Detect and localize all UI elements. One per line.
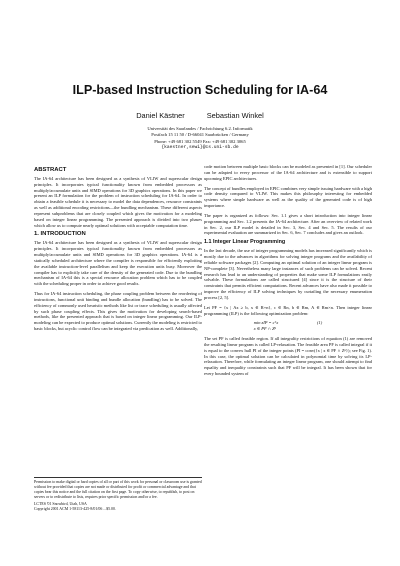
intro-paragraph: The IA-64 architecture has been designed as a synthesis of VLIW and superscalar design principles. It incorporates typical functionality known from embedded processors as multiply/accumulate units and SIMD operations for 3D graphics operations. IA-64 is a statically scheduled architecture where the compiler is responsible for efficiently exploiting the available instruction-level parallelism and keep the execution units busy. Moreover the compiler has to explicitly take care of the density of the generated code. Due to the bundling mechanism of IA-64 this is a special resource allocation problem which has to be coupled with the scheduling proper in order to achieve good results. bbox=[34, 240, 202, 287]
subsection-heading: 1.1 Integer Linear Programming bbox=[204, 239, 286, 246]
affiliation-line: Phone: +49 681 302 5549 Fax: +49 681 302 3065 bbox=[154, 138, 246, 144]
body-paragraph: code motion between multiple basic blocks can be modeled as presented in [1]. Our scheduler can be adapted to every processor of the IA-64 architecture and is extensible to support upcoming EPIC architectures. bbox=[204, 164, 372, 181]
body-paragraph: Let PF = {x | Ax ≥ b, x ∈ R+n}, c ∈ Rn, b ∈ Rm, A ∈ Rm×n. Then integer linear programming (ILP) is the following optimization problem: bbox=[204, 304, 372, 316]
abstract-text: The IA-64 architecture has been designed as a synthesis of VLIW and superscalar design principles. It incorporates typical functionality known from embedded processors as multiply/accumulate units and SIMD operations for 3D graphics operations. In this paper we present an ILP formulation for the problem of instruction scheduling for IA-64. In order to obtain a feasible schedule it is necessary to model the data dependences, resource constraints as well as additional encoding restrictions—the bundling mechanism. These different aspects represent subproblems that are closely coupled which gives the motivation for a modeling based on integer linear programming. The presented approach is divided into two phases which allow us to compute nearly optimal solutions with acceptable computation time. bbox=[34, 175, 202, 228]
paper-title: ILP-based Instruction Scheduling for IA-64 bbox=[72, 83, 328, 97]
author-name: Sebastian Winkel bbox=[206, 111, 264, 120]
footnote-venue: LCTES '01 Snowbird, Utah, USA bbox=[34, 502, 87, 506]
equation-line: x ∈ PF ∩ Zⁿ bbox=[253, 326, 276, 332]
equation-line: min zIP = cᵀx bbox=[253, 320, 279, 326]
intro-heading: 1. INTRODUCTION bbox=[34, 231, 86, 238]
equation-number: (1) bbox=[317, 320, 323, 326]
body-paragraph: The concept of bundles employed in EPIC combines very simple issuing hardware with a high code density compared to VLIW. This makes this philosophy interesting for embedded systems where simple hardware as well as the quality of the generated code is of high importance. bbox=[204, 185, 372, 209]
body-paragraph: The paper is organized as follows: Sec. 1.1 gives a short introduction into integer linear programming and Sec. 1.2 presents the IA-64 architecture. After an overview of related work in Sec. 2, our ILP model is detailed in Sec. 3, Sec. 4 and Sec. 5. The results of our experimental evaluation are summarized in Sec. 6, Sec. 7 concludes and gives an outlook. bbox=[204, 212, 372, 236]
permission-footnote bbox=[34, 477, 202, 512]
right-column bbox=[204, 164, 372, 381]
author-email: {kaestner,sewi}@cs.uni-sb.de bbox=[161, 145, 239, 151]
footnote-permission: Permission to make digital or hard copies of all or part of this work for personal or classroom use is granted without fee provided that copies are not made or distributed for profit or commercial advantage and that copies bear this notice and the full citation on the first page. To copy otherwise, to republish, to post on servers or to redistribute to lists, requires prior specific permission and/or a fee. bbox=[34, 480, 202, 499]
footnote-copyright: Copyright 2001 ACM 1-58113-425-8/01/06 ...$5.00. bbox=[34, 507, 116, 511]
equation-block bbox=[204, 320, 372, 332]
affiliation-block bbox=[0, 126, 400, 152]
intro-paragraph: Thus for IA-64 instruction scheduling, the phase coupling problem between the reordering of instructions, functional unit binding and bundle allocation (bundling) has to be solved. The efficiency of commonly used heuristic methods like list or trace scheduling is usually affected by such phase coupling effects. This gives the motivation for developing search-based methods, like the presented approach that is based on integer linear programming. Our ILP-modeling can be expected to produce optimal solutions. Currently the modeling is restricted to basic blocks, but acyclic control flow can be integrated via predication as well. Additionally, bbox=[34, 291, 202, 332]
author-name: Daniel Kästner bbox=[136, 111, 185, 120]
affiliation-line: Postfach 15 11 50 / D-66041 Saarbrücken / Germany bbox=[151, 132, 249, 138]
body-paragraph: The set PF is called feasible region. If all integrality restrictions of equation (1) are removed the resulting linear program is called LP-relaxation. The feasible area PF is called integral if it is equal to the convex hull PI of the integer points (PI = conv({x | x ∈ PF ∩ Zⁿ}); see Fig. 1). In this case, the optimal solution can be calculated in polynomial time by solving its LP-relaxation. Therefore, while formulating an integer linear program, one should attempt to find equality and inequality constraints such that PF will be integral. It has been shown that for every bounded system of bbox=[204, 336, 372, 377]
abstract-heading: ABSTRACT bbox=[34, 167, 67, 173]
body-paragraph: In the last decade, the use of integer programming models has increased significantly which is mostly due to the advances in algorithms for solving integer programs and the availability of reliable software packages [2]. Computing an optimal solution of an integer linear program is NP-complete [3]. Nevertheless many large instances of such problems can be solved. Recent research has lead to an understanding of properties that make some ILP formulations easily solvable. These formulations are called structured [4] since it is the structure of their constraints that permits efficient computations. Recent advances have also made it possible to improve the efficiency of ILP solving techniques by curtailing the necessary enumeration process [2, 5]. bbox=[204, 248, 372, 300]
affiliation-line: Universität des Saarlandes / Fachrichtung 6.2. Informatik bbox=[147, 126, 253, 131]
author-list bbox=[0, 111, 400, 120]
left-column bbox=[34, 168, 202, 336]
